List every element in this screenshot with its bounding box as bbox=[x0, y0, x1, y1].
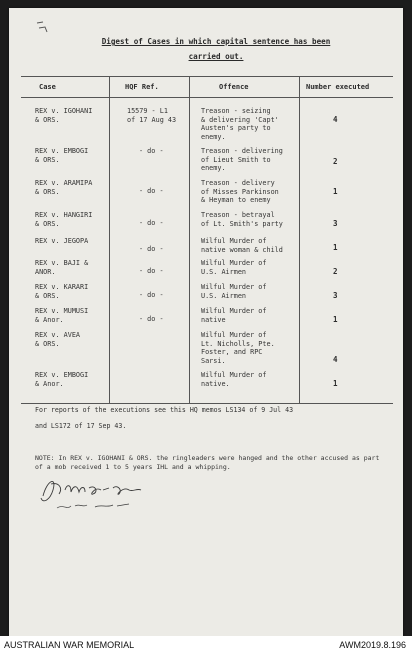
row-ref: - do - bbox=[139, 245, 164, 253]
row-executed: 4 bbox=[333, 355, 338, 364]
row-offence: Wilful Murder of native woman & child bbox=[201, 237, 283, 254]
handwritten-signature bbox=[37, 470, 167, 514]
cases-table bbox=[21, 76, 393, 404]
row-offence: Treason - betrayal of Lt. Smith's party bbox=[201, 211, 283, 228]
row-case: REX v. AVEA & ORS. bbox=[35, 331, 81, 348]
row-case: REX v. KARARI & ORS. bbox=[35, 283, 89, 300]
header-ref: HQF Ref. bbox=[125, 83, 159, 91]
row-ref: 15579 - L1 of 17 Aug 43 bbox=[127, 107, 177, 124]
row-executed: 2 bbox=[333, 267, 338, 276]
title-line-1: Digest of Cases in which capital sentence has been bbox=[101, 37, 331, 46]
row-ref: - do - bbox=[139, 219, 164, 227]
row-ref: - do - bbox=[139, 187, 164, 195]
column-divider bbox=[109, 77, 110, 403]
row-case: REX v. MUMUSI & Anor. bbox=[35, 307, 89, 324]
column-divider bbox=[299, 77, 300, 403]
row-offence: Wilful Murder of U.S. Airmen bbox=[201, 283, 267, 300]
row-case: REX v. EMBOGI & Anor. bbox=[35, 371, 89, 388]
document-title bbox=[71, 34, 361, 64]
document-page bbox=[9, 8, 403, 636]
row-executed: 3 bbox=[333, 291, 338, 300]
row-executed: 1 bbox=[333, 243, 338, 252]
header-case: Case bbox=[39, 83, 56, 91]
row-case: REX v. IGOHANI & ORS. bbox=[35, 107, 93, 124]
row-offence: Wilful Murder of U.S. Airmen bbox=[201, 259, 267, 276]
row-offence: Treason - delivering of Lieut Smith to enemy. bbox=[201, 147, 283, 172]
row-case: REX v. BAJI & ANOR. bbox=[35, 259, 89, 276]
corner-annotation-mark bbox=[35, 20, 55, 38]
title-line-2: carried out. bbox=[188, 52, 244, 61]
column-divider bbox=[189, 77, 190, 403]
row-executed: 2 bbox=[333, 157, 338, 166]
reports-line-2: and LS172 of 17 Sep 43. bbox=[35, 422, 127, 430]
reports-line-1: For reports of the executions see this HQ memos LS134 of 9 Jul 43 bbox=[35, 406, 294, 414]
row-executed: 1 bbox=[333, 187, 338, 196]
row-executed: 1 bbox=[333, 315, 338, 324]
header-executed: Number executed bbox=[306, 83, 370, 91]
row-ref: - do - bbox=[139, 267, 164, 275]
row-offence: Wilful Murder of native bbox=[201, 307, 267, 324]
caption-right: AWM2019.8.196 bbox=[339, 640, 406, 650]
row-offence: Treason - delivery of Misses Parkinson & Heyman to enemy bbox=[201, 179, 279, 204]
row-case: REX v. ARAMIPA & ORS. bbox=[35, 179, 93, 196]
row-executed: 1 bbox=[333, 379, 338, 388]
row-executed: 4 bbox=[333, 115, 338, 124]
caption-bar bbox=[0, 636, 412, 653]
row-ref: - do - bbox=[139, 315, 164, 323]
row-ref: - do - bbox=[139, 291, 164, 299]
row-case: REX v. HANGIRI & ORS. bbox=[35, 211, 93, 228]
caption-left: AUSTRALIAN WAR MEMORIAL bbox=[4, 640, 135, 650]
row-offence: Wilful Murder of Lt. Nicholls, Pte. Foster, and RPC Sarsi. bbox=[201, 331, 275, 365]
header-offence: Offence bbox=[219, 83, 249, 91]
note-paragraph: NOTE: In REX v. IGOHANI & ORS. the ringleaders were hanged and the other accused as part of a mob received 1 to 5 years IHL and a whipping. bbox=[35, 454, 380, 471]
row-executed: 3 bbox=[333, 219, 338, 228]
row-offence: Treason - seizing & delivering 'Capt' Austen's party to enemy. bbox=[201, 107, 279, 141]
row-case: REX v. JEGOPA bbox=[35, 237, 89, 245]
row-offence: Wilful Murder of native. bbox=[201, 371, 267, 388]
row-case: REX v. EMBOGI & ORS. bbox=[35, 147, 89, 164]
signature-block bbox=[37, 470, 167, 518]
row-ref: - do - bbox=[139, 147, 164, 155]
